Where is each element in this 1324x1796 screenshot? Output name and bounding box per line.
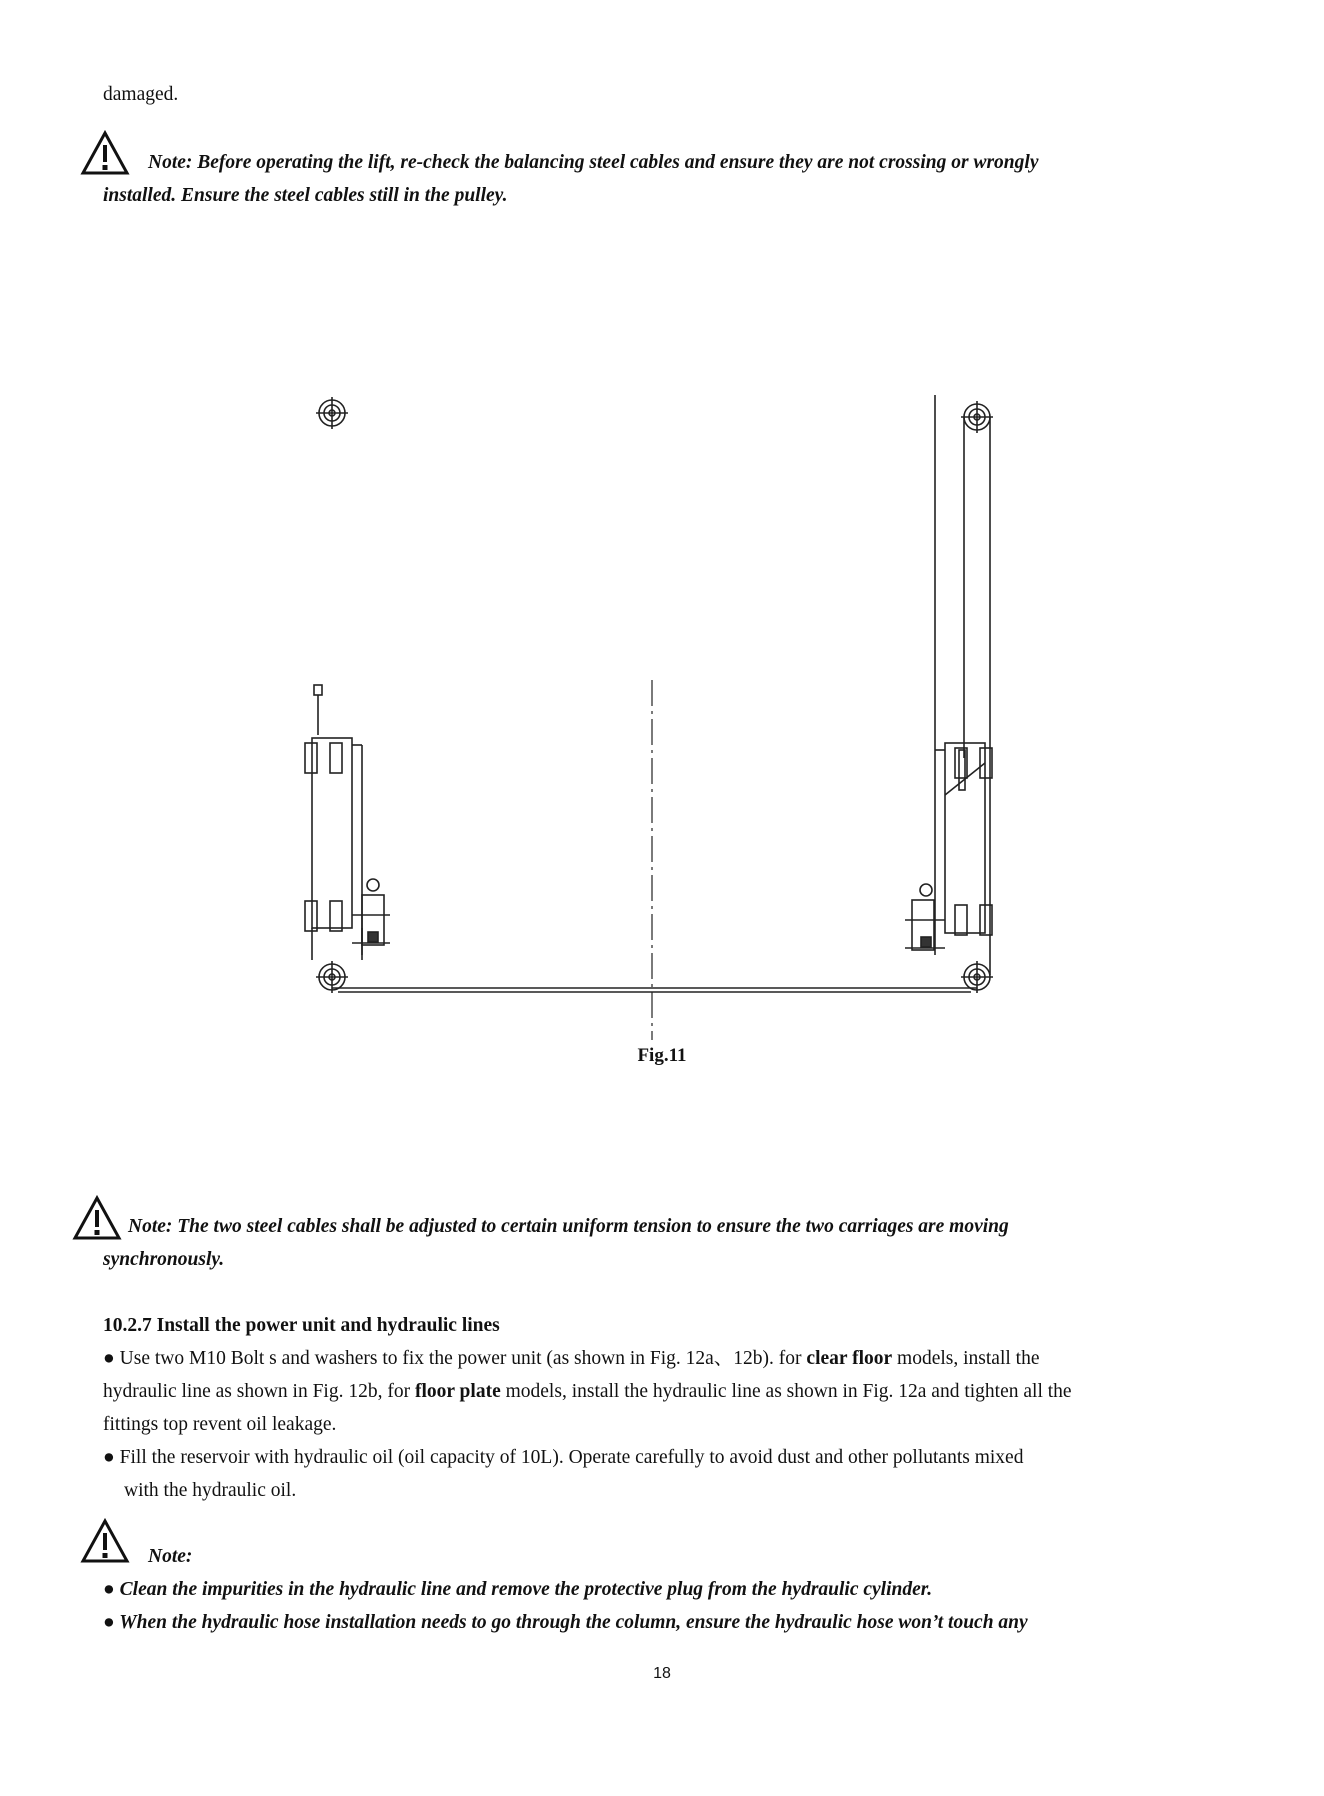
left-carriage xyxy=(305,685,390,960)
note-line: installed. Ensure the steel cables still in the pulley. xyxy=(103,185,508,206)
note-line: synchronously. xyxy=(103,1249,225,1270)
note-line: Note: The two steel cables shall be adjusted to certain uniform tension to ensure the two carriages are moving xyxy=(128,1216,1009,1237)
left-top-pulley xyxy=(316,397,348,429)
bullet-line: hydraulic line as shown in Fig. 12b, for floor plate models, install the hydraulic line as shown in Fig. 12a and tighten all the xyxy=(103,1381,1072,1402)
warning-triangle-icon xyxy=(72,1195,122,1241)
bullet-line: ● Fill the reservoir with hydraulic oil (oil capacity of 10L). Operate carefully to avoid dust and other pollutants mixed xyxy=(103,1447,1024,1468)
bullet-line: with the hydraulic oil. xyxy=(124,1480,297,1501)
section-heading: 10.2.7 Install the power unit and hydraulic lines xyxy=(103,1315,500,1336)
page-number: 18 xyxy=(653,1665,671,1682)
right-carriage xyxy=(905,395,992,955)
note-label: Note: xyxy=(148,1546,193,1567)
cable-diagram xyxy=(290,395,1030,1045)
warning-triangle-icon xyxy=(80,1518,130,1564)
note-line: Note: Before operating the lift, re-check the balancing steel cables and ensure they are not crossing or wrongly xyxy=(148,152,1039,173)
note-item: ● When the hydraulic hose installation needs to go through the column, ensure the hydraulic hose won’t touch any xyxy=(103,1612,1028,1633)
bullet-line: fittings top revent oil leakage. xyxy=(103,1414,337,1435)
bullet-line: ● Use two M10 Bolt s and washers to fix the power unit (as shown in Fig. 12a、12b). for clear floor models, install the xyxy=(103,1348,1040,1369)
warning-triangle-icon xyxy=(80,130,130,176)
right-top-pulley xyxy=(961,401,993,433)
note-item: ● Clean the impurities in the hydraulic line and remove the protective plug from the hydraulic cylinder. xyxy=(103,1579,933,1600)
figure-caption: Fig.11 xyxy=(637,1045,687,1066)
paragraph-fragment: damaged. xyxy=(103,84,179,105)
